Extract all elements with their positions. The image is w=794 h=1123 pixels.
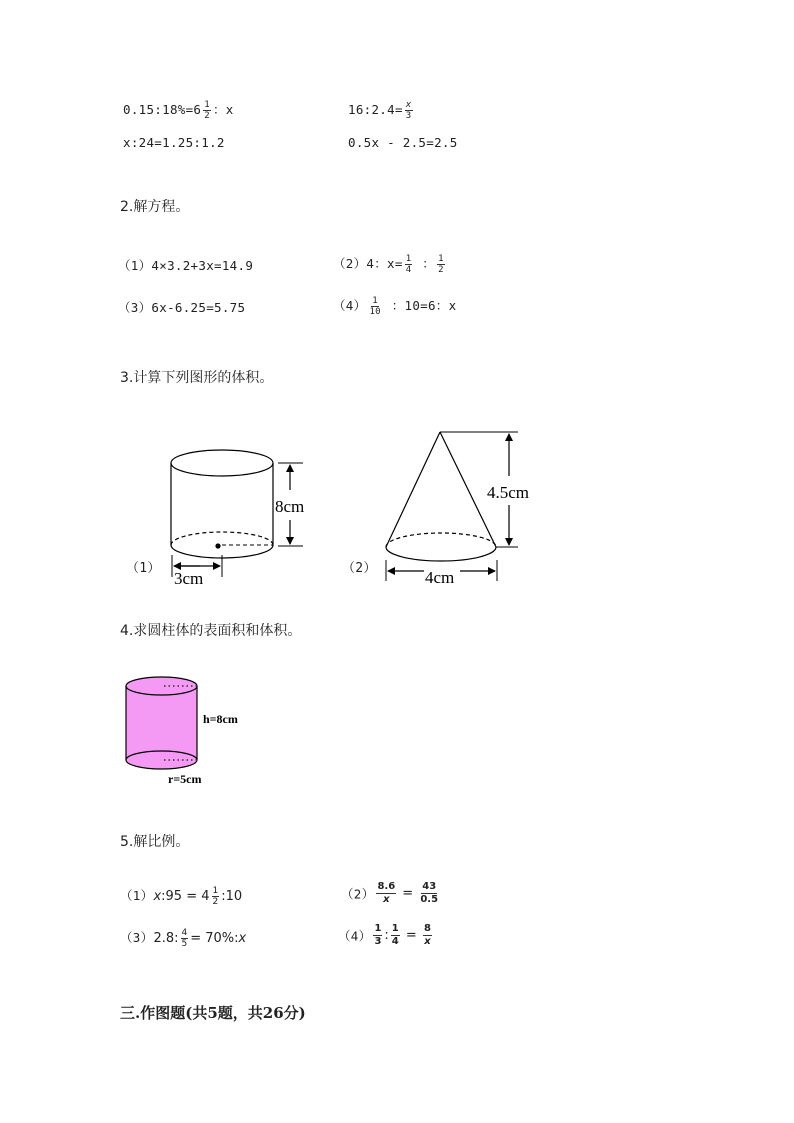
q2-problem-4-text: ：10=6：x — [391, 298, 457, 313]
cylinder-top-ellipse — [171, 450, 273, 476]
fraction-denominator: 2 — [204, 111, 210, 121]
figure-1-label: （1） — [126, 561, 161, 576]
cone-left-edge — [386, 432, 440, 547]
fraction-denominator: 2 — [212, 897, 219, 907]
fraction-denominator: 3 — [405, 111, 412, 121]
q5-problem-2-label: （2） — [341, 886, 375, 902]
q5-problem-1-text: :95 = 4 — [161, 889, 210, 904]
q2-problem-2-colon: ： — [422, 256, 436, 271]
cylinder-bottom-back — [171, 532, 273, 545]
fraction-numerator: 1 — [391, 923, 399, 934]
q5-problem-4-fraction-1 — [373, 923, 382, 948]
variable-x: x — [153, 889, 162, 904]
q5-problem-3-fraction — [181, 928, 189, 949]
q2-problem-4-label: （4） — [333, 298, 367, 313]
q5-problem-3 — [120, 928, 246, 949]
fraction-numerator: 4 — [181, 928, 188, 938]
question-5-title: 5.解比例。 — [120, 834, 190, 850]
fraction-denominator: 0.5 — [420, 894, 439, 905]
question-4-title: 4.求圆柱体的表面积和体积。 — [120, 623, 302, 639]
cylinder-height-label: 8cm — [275, 497, 305, 516]
q5-problem-4-fraction-3 — [423, 923, 432, 948]
variable-x: x — [238, 931, 247, 946]
question-2-title: 2.解方程。 — [120, 199, 190, 215]
q5-problem-1-label: （1） — [120, 888, 154, 903]
cone-base-front — [386, 547, 496, 561]
fraction-denominator: 10 — [369, 307, 381, 317]
q5-problem-4-label: （4） — [338, 928, 372, 944]
fraction-numerator: 1 — [372, 296, 379, 306]
equation-1-text: 0.15:18%=6 — [123, 102, 202, 117]
fraction-numerator: 8 — [423, 923, 431, 934]
fraction-numerator: 8.6 — [377, 881, 396, 892]
fraction-numerator: 1 — [405, 254, 412, 264]
q5-problem-3-text: 2.8: — [153, 931, 179, 946]
q5-problem-3-label: （3） — [120, 930, 154, 945]
equation-1-tail: ：x — [212, 102, 234, 117]
fraction-denominator: 3 — [374, 936, 382, 947]
equals-sign: = — [405, 928, 417, 943]
q2-problem-3: （3）6x-6.25=5.75 — [118, 300, 246, 315]
q5-problem-2-fraction-1 — [376, 881, 396, 906]
pink-cylinder-top — [126, 677, 197, 695]
fraction-denominator: x — [383, 894, 390, 905]
pink-cylinder-radius-label: r=5cm — [168, 772, 202, 786]
pink-cylinder-body — [126, 686, 197, 760]
fraction-numerator: 1 — [374, 923, 382, 934]
q5-problem-2-fraction-2 — [419, 881, 439, 906]
cone-figure — [386, 432, 529, 587]
cone-diameter-label: 4cm — [425, 568, 455, 587]
q5-problem-2 — [341, 881, 441, 906]
cone-base-back — [386, 533, 496, 547]
fraction-denominator: 5 — [181, 939, 188, 949]
q5-problem-4 — [338, 923, 434, 948]
pink-cylinder-figure — [126, 677, 238, 786]
fraction-numerator: 1 — [212, 886, 219, 896]
fraction-numerator: 1 — [438, 254, 444, 264]
q5-problem-1 — [120, 886, 242, 907]
q2-problem-1: （1）4×3.2+3x=14.9 — [118, 258, 254, 273]
cylinder-center-dot — [215, 543, 220, 548]
fraction-numerator: 1 — [204, 100, 210, 110]
question-3-title: 3.计算下列图形的体积。 — [120, 370, 274, 386]
equation-2-text: 16:2.4= — [348, 102, 403, 117]
fraction-denominator: x — [424, 936, 431, 947]
q2-problem-2-text: （2）4：x= — [333, 256, 403, 271]
q5-problem-4-fraction-2 — [391, 923, 400, 948]
cone-height-label: 4.5cm — [487, 483, 530, 502]
cylinder-figure — [171, 450, 304, 588]
fraction-denominator: 4 — [391, 936, 399, 947]
pink-cylinder-bottom — [126, 751, 197, 769]
fraction-numerator: x — [405, 100, 412, 110]
pink-cylinder-height-label: h=8cm — [203, 712, 238, 726]
cylinder-radius-label: 3cm — [174, 569, 204, 588]
fraction-numerator: 43 — [422, 881, 437, 892]
section-3-title: 三.作图题(共5题，共26分) — [120, 1004, 306, 1022]
q5-problem-1-tail: :10 — [221, 889, 243, 904]
q5-problem-1-fraction — [212, 886, 220, 907]
equals-sign: = — [402, 886, 414, 901]
fraction-denominator: 4 — [405, 265, 412, 275]
figure-2-label: （2） — [342, 561, 377, 576]
equation-4: 0.5x - 2.5=2.5 — [348, 135, 458, 150]
colon: : — [384, 928, 389, 943]
fraction-denominator: 2 — [438, 265, 444, 275]
q5-problem-3-middle: = 70%: — [190, 931, 239, 946]
equation-3: x:24=1.25:1.2 — [123, 135, 225, 150]
